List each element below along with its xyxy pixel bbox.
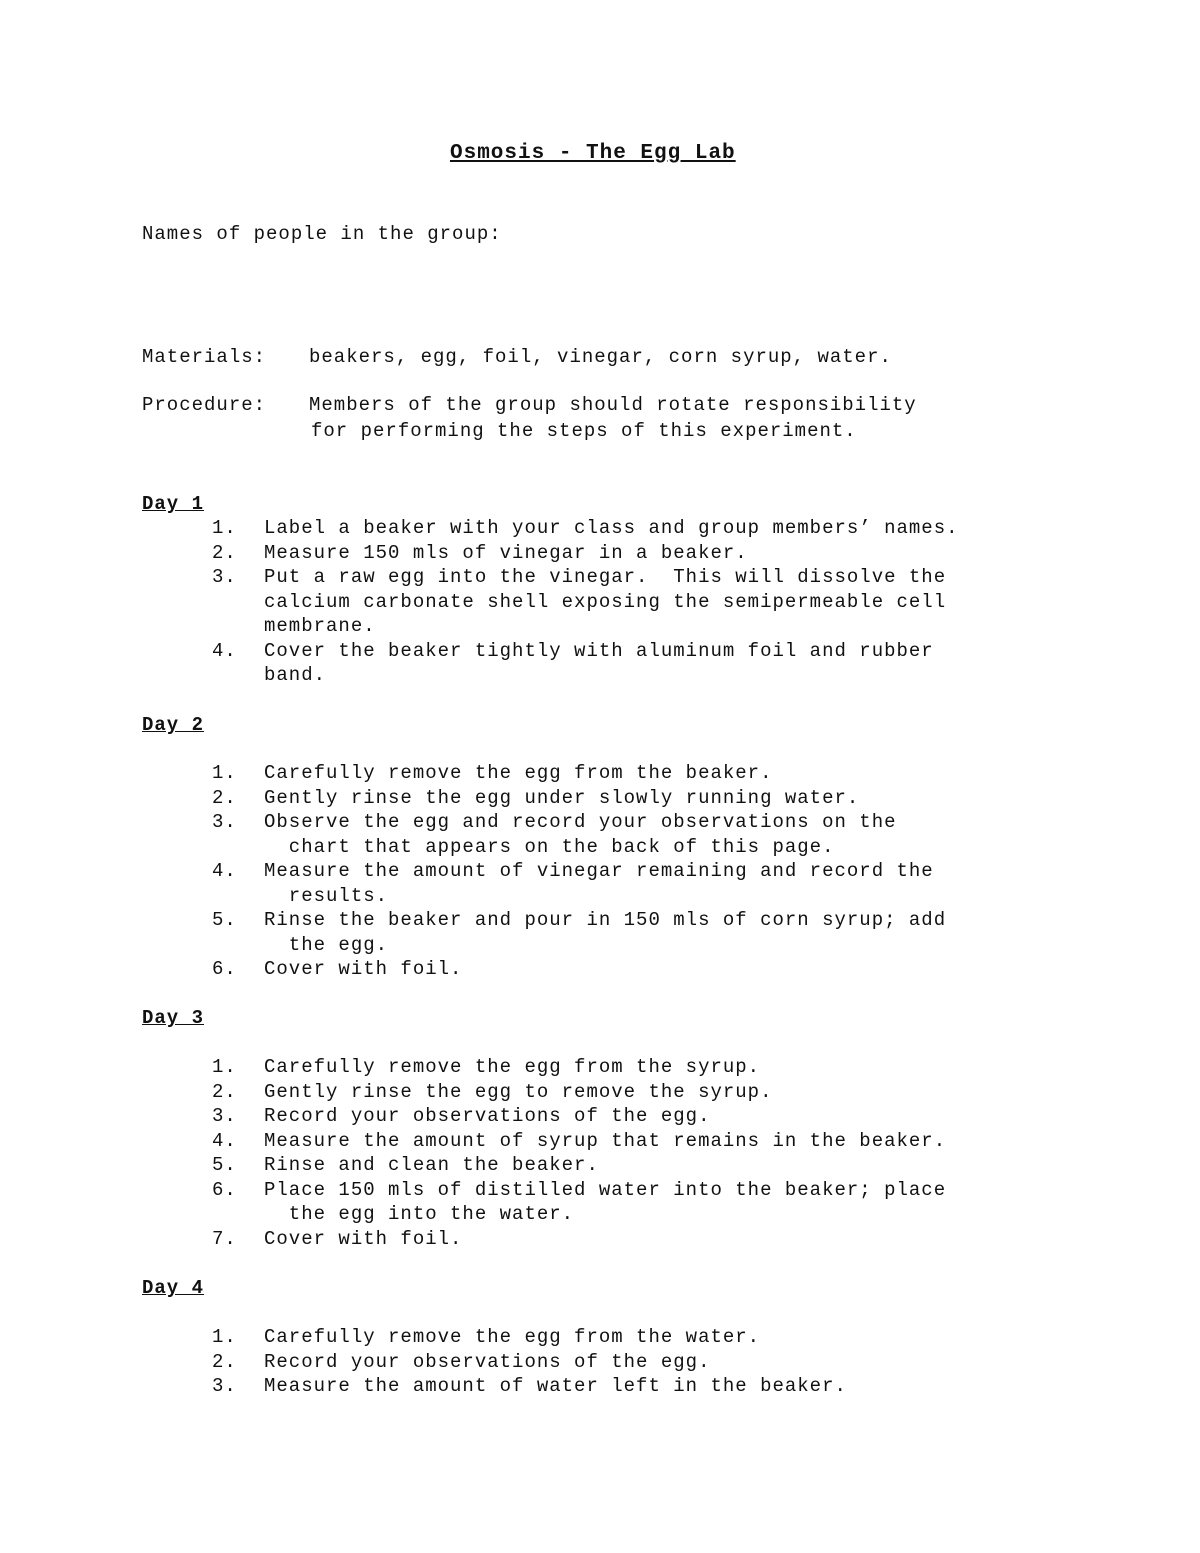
materials-label: Materials: xyxy=(142,346,267,368)
procedure-label: Procedure: xyxy=(142,394,267,416)
step-text: Observe the egg and record your observations on the xyxy=(264,811,897,833)
step-number: 1. xyxy=(212,1056,237,1078)
step-text: Cover with foil. xyxy=(264,958,463,980)
step-number: 2. xyxy=(212,541,237,564)
step-number: 7. xyxy=(212,1227,237,1250)
step-text: band. xyxy=(264,664,327,686)
step-text: Gently rinse the egg to remove the syrup. xyxy=(264,1080,773,1103)
step-text: Gently rinse the egg under slowly running water. xyxy=(264,786,860,809)
step-text: Record your observations of the egg. xyxy=(264,1105,711,1127)
step-text: Carefully remove the egg from the beaker. xyxy=(264,762,773,784)
step-number: 4. xyxy=(212,639,237,662)
step-text: Rinse the beaker and pour in 150 mls of corn syrup; add xyxy=(264,909,947,931)
step-number: 6. xyxy=(212,1178,237,1201)
step-text: Record your observations of the egg. xyxy=(264,1350,711,1373)
step-text: Measure the amount of vinegar remaining and record the xyxy=(264,860,934,882)
step-text: Put a raw egg into the vinegar. This will dissolve the xyxy=(264,566,947,588)
step-text: Carefully remove the egg from the syrup. xyxy=(264,1056,761,1078)
procedure-line: for performing the steps of this experiment. xyxy=(311,420,857,442)
step-number: 1. xyxy=(212,517,237,539)
step-number: 1. xyxy=(212,762,237,784)
step-text: Rinse and clean the beaker. xyxy=(264,1154,599,1176)
step-text: the egg. xyxy=(264,933,389,956)
step-text: the egg into the water. xyxy=(264,1203,575,1225)
step-text: Label a beaker with your class and group members’ names. xyxy=(264,517,959,539)
step-number: 3. xyxy=(212,1105,237,1127)
names-label: Names of people in the group: xyxy=(142,223,502,245)
step-number: 1. xyxy=(212,1326,237,1348)
step-text: Place 150 mls of distilled water into the beaker; place xyxy=(264,1178,947,1201)
day-heading: Day 3 xyxy=(142,1007,205,1029)
step-text: Measure the amount of water left in the beaker. xyxy=(264,1375,847,1397)
step-text: results. xyxy=(264,884,389,907)
step-number: 5. xyxy=(212,909,237,931)
day-heading: Day 4 xyxy=(142,1277,205,1299)
procedure-line: Members of the group should rotate responsibility xyxy=(309,394,917,416)
step-number: 3. xyxy=(212,566,237,588)
step-number: 2. xyxy=(212,786,237,809)
page-title: Osmosis - The Egg Lab xyxy=(450,142,736,165)
step-text: Measure 150 mls of vinegar in a beaker. xyxy=(264,541,748,564)
step-text: Carefully remove the egg from the water. xyxy=(264,1326,761,1348)
step-number: 4. xyxy=(212,860,237,882)
day-heading: Day 1 xyxy=(142,493,205,515)
step-text: chart that appears on the back of this page. xyxy=(264,835,835,858)
step-number: 4. xyxy=(212,1129,237,1152)
step-text: Measure the amount of syrup that remains in the beaker. xyxy=(264,1129,947,1152)
step-text: Cover with foil. xyxy=(264,1227,463,1250)
step-text: membrane. xyxy=(264,615,376,637)
step-text: Cover the beaker tightly with aluminum foil and rubber xyxy=(264,639,934,662)
step-number: 3. xyxy=(212,811,237,833)
materials-text: beakers, egg, foil, vinegar, corn syrup, water. xyxy=(309,346,892,368)
step-number: 5. xyxy=(212,1154,237,1176)
day-heading: Day 2 xyxy=(142,714,205,736)
step-number: 2. xyxy=(212,1350,237,1373)
step-text: calcium carbonate shell exposing the semipermeable cell xyxy=(264,590,947,613)
step-number: 6. xyxy=(212,958,237,980)
step-number: 3. xyxy=(212,1375,237,1397)
step-number: 2. xyxy=(212,1080,237,1103)
